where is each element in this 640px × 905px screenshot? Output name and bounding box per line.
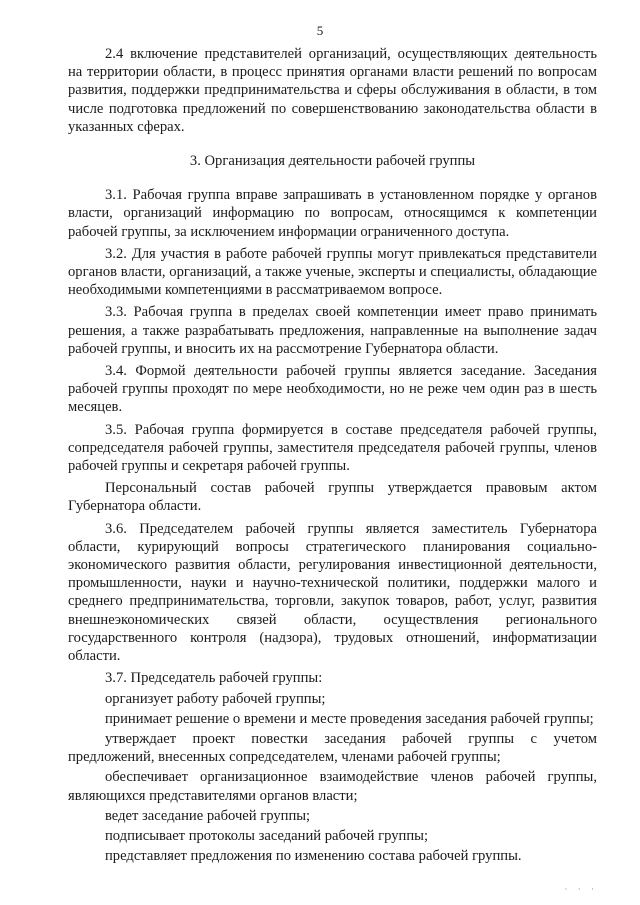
paragraph-2-4: 2.4 включение представителей организаций, осуществляющих деятельность на территории области, в процесс принятия органами власти решений по вопросам развития, поддержки предпринимательства и сферы обслуживания в области, в том числе подготовка предложений по совершенствованию законодательства области в указанных сферах. <box>68 46 597 135</box>
list-item: обеспечивает организационное взаимодействие членов рабочей группы, являющихся представителями органов власти; <box>68 769 597 804</box>
list-item: представляет предложения по изменению состава рабочей группы. <box>105 848 522 865</box>
list-item: подписывает протоколы заседаний рабочей группы; <box>105 827 428 844</box>
list-item: принимает решение о времени и месте проведения заседания рабочей группы; <box>105 710 594 727</box>
paragraph-3-5: 3.5. Рабочая группа формируется в составе председателя рабочей группы, сопредседателя рабочей группы, заместителя председателя рабочей группы, членов рабочей группы и секретаря рабочей группы. <box>68 421 597 475</box>
paragraph-3-6: 3.6. Председателем рабочей группы является заместитель Губернатора области, курирующий вопросы стратегического планирования социально-экономического развития области, регулирования инвестиционной деятельности, промышленности, науки и научно-технической политики, поддержки малого и среднего предпринимательства, торговли, закупок товаров, работ, услуг, развития внешнеэкономических связей области, осуществления регионального государственного контроля (надзора), трудовых отношений, информатизации области. <box>68 520 597 665</box>
paragraph-3-7: 3.7. Председатель рабочей группы: <box>105 670 323 687</box>
chair-duties-list <box>68 690 597 866</box>
paragraph-3-2: 3.2. Для участия в работе рабочей группы могут привлекаться представители органов власти, организаций, а также ученые, эксперты и специалисты, обладающие необходимыми компетенциями в рассматриваемом вопросе. <box>68 245 597 299</box>
paragraph-3-4: 3.4. Формой деятельности рабочей группы является заседание. Заседания рабочей группы проходят по мере необходимости, но не реже чем один раз в шесть месяцев. <box>68 363 597 416</box>
list-item: ведет заседание рабочей группы; <box>105 807 311 824</box>
scan-marks: · · · <box>564 883 598 894</box>
paragraph-3-1: 3.1. Рабочая группа вправе запрашивать в установленном порядке у органов власти, организаций информацию по вопросам, относящимся к компетенции рабочей группы, за исключением информации ограниченного доступа. <box>68 187 597 240</box>
paragraph-3-3: 3.3. Рабочая группа в пределах своей компетенции имеет право принимать решения, а также разрабатывать предложения, направленные на выполнение задач рабочей группы, и вносить их на рассмотрение Губернатора области. <box>68 304 597 357</box>
paragraph-personal-composition: Персональный состав рабочей группы утверждается правовым актом Губернатора области. <box>68 480 597 515</box>
list-item: утверждает проект повестки заседания рабочей группы с учетом предложений, внесенных сопредседателем, членами рабочей группы; <box>68 730 597 766</box>
list-item: организует работу рабочей группы; <box>105 690 326 707</box>
section-heading: 3. Организация деятельности рабочей группы <box>189 153 476 170</box>
document-body <box>68 45 597 865</box>
page-number: 5 <box>316 23 324 38</box>
